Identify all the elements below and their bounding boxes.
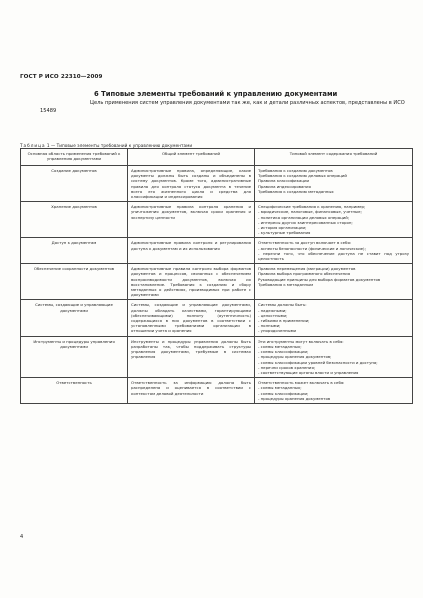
cell-area: Создание документов — [21, 166, 128, 202]
cell-general: Ответственность за информацию должна быть распределена и оценивается в соответствии с контекстом деловой деятельности — [128, 378, 255, 404]
typical-line: - полными; — [258, 323, 281, 329]
typical-line: - процедуры хранения документов — [258, 395, 331, 401]
typical-line: - процедуры хранения документов; — [258, 354, 332, 360]
cell-typical — [255, 238, 413, 264]
table-body — [21, 166, 413, 404]
typical-line: - перечни сроков хранения; — [258, 364, 316, 370]
typical-line: Правила индексирования — [258, 183, 311, 189]
typical-line: - схемы метаданных; — [258, 385, 302, 391]
typical-line: Требования к метаданным — [258, 281, 314, 287]
cell-typical — [255, 378, 413, 404]
typical-line: - схемы классификации; — [258, 390, 309, 396]
table-row — [21, 378, 413, 404]
typical-line: - политика организации деловых операций; — [258, 214, 350, 220]
cell-general: Административные правила контроля и регулирования доступа к документам и их использования — [128, 238, 255, 264]
cell-general: Административные правила контроля выбора форматов документов и процессов, связанных с обеспечением воспроизводимости документов, включая их восстановление. Требования к созданию и сбору метаданных о действиях, производимых при работе с документами — [128, 264, 255, 300]
requirements-table — [20, 148, 413, 404]
typical-line: Ответственность за доступ включает в себя: — [258, 240, 352, 246]
typical-line: - схемы метаданных; — [258, 343, 302, 349]
typical-line: - культурные требования — [258, 230, 311, 236]
typical-line: Требования к созданию документов — [258, 168, 333, 173]
typical-line: - схемы классификации уровней безопасности и доступа; — [258, 359, 378, 365]
table-caption-text: 1 — Типовые элементы требований к управлению документами — [46, 143, 193, 148]
table-row — [21, 238, 413, 264]
typical-line: - упорядоченными — [258, 328, 297, 334]
typical-line: Требования к созданию метаданных — [258, 188, 334, 194]
typical-line: - надежными; — [258, 307, 287, 313]
typical-line: Специфические требования к хранению, например; — [258, 204, 366, 210]
cell-typical — [255, 264, 413, 300]
typical-line: - схемы классификации; — [258, 349, 309, 355]
cell-general: Административные правила контроля хранения и уничтожения документов, включая сроки хранения и экспертизу ценности — [128, 202, 255, 238]
cell-general: Системы, создающие и управляющие документами, должны обладать качествами, гарантирующими (обеспечивающими) полноту (аутентичность) содержащихся в них документов в соответствии с установленными требованиями организации в отношении учета и хранения — [128, 300, 255, 336]
typical-line: Эти инструменты могут включать в себя: — [258, 338, 344, 344]
page-number: 4 — [20, 534, 24, 540]
table-row — [21, 264, 413, 300]
table-row — [21, 336, 413, 377]
cell-typical — [255, 166, 413, 202]
header-typical: Типовой элемент содержания требований — [255, 149, 413, 166]
document-id-header: ГОСТ Р ИСО 22310—2009 — [20, 74, 103, 80]
typical-line: Правила перемещения (миграции) документов — [258, 266, 356, 272]
typical-line: - целостными; — [258, 312, 288, 318]
typical-line: Руководящие принципы для выбора форматов документов — [258, 276, 381, 282]
header-general: Общий элемент требований — [128, 149, 255, 166]
typical-line: - аспекты безопасности (физические и логические); — [258, 245, 366, 251]
typical-line: - интересы других заинтересованных сторон; — [258, 219, 353, 225]
typical-line: Правила выбора программного обеспечения — [258, 271, 351, 277]
typical-line: Требования к созданию деловых операций — [258, 173, 347, 179]
table-row — [21, 166, 413, 202]
intro-paragraph: Цель применения систем управления документами так же, как и детали различных аспектов, представлены в ИСО 15489 — [40, 100, 405, 114]
typical-line: - история организации; — [258, 225, 307, 231]
typical-line: - соответствующие органы власти и управления — [258, 369, 359, 375]
cell-area: Системы, создающие и управляющие документами — [21, 300, 128, 336]
typical-line: Ответственность может включать в себя: — [258, 380, 345, 386]
typical-line: - гибкими в применении; — [258, 318, 310, 324]
cell-typical — [255, 336, 413, 377]
table-row — [21, 202, 413, 238]
cell-area: Ответственность — [21, 378, 128, 404]
cell-area: Обеспечение сохранности документов — [21, 264, 128, 300]
section-title: 6 Типовые элементы требований к управлению документами — [94, 90, 338, 98]
cell-typical — [255, 300, 413, 336]
cell-general: Инструменты и процедуры управления должны быть разработаны так, чтобы поддерживать структуры управления документами, требуемые в системах управления — [128, 336, 255, 377]
cell-area: Доступ к документам — [21, 238, 128, 264]
cell-area: Хранение документов — [21, 202, 128, 238]
table-caption-prefix: Таблица — [20, 143, 46, 148]
typical-line: Правила классификации — [258, 178, 310, 184]
table-header-row — [21, 149, 413, 166]
typical-line: Системы должны быть: — [258, 302, 307, 308]
header-area: Основная область применения требований к управлению документами — [21, 149, 128, 166]
typical-line: - юридические, налоговые, финансовые, учетные; — [258, 209, 362, 215]
cell-typical — [255, 202, 413, 238]
cell-area: Инструменты и процедуры управления документами — [21, 336, 128, 377]
table-row — [21, 300, 413, 336]
typical-line: - перечни того, что обеспечение доступа не ставит под угрозу целостность — [258, 250, 409, 262]
cell-general: Административные правила, определяющие, какие документы должны быть созданы и объединены в систему документов. Кроме того, административные правила для контроля статуса документа в течение всего его жизненного цикла и средства для классификации и индексирования — [128, 166, 255, 202]
